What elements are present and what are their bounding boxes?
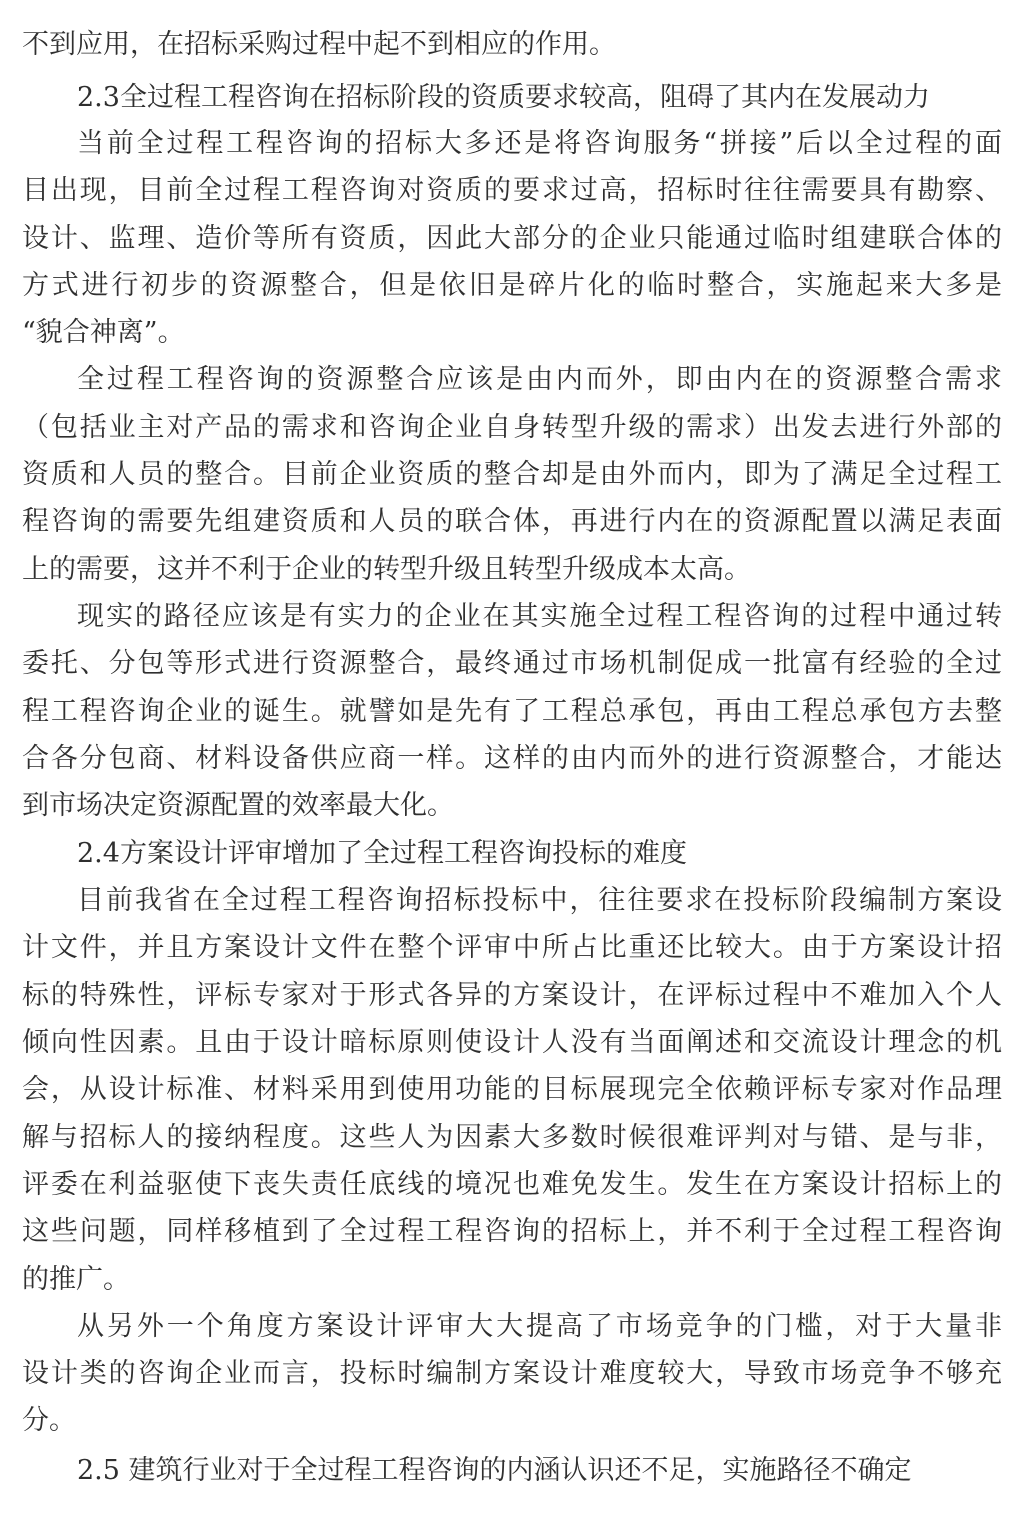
text-line: “貌合神离”。 <box>22 317 185 348</box>
text-line: 倾向性因素。且由于设计暗标原则使设计人没有当面阐述和交流设计理念的机 <box>22 1027 1002 1058</box>
text-line: 计文件，并且方案设计文件在整个评审中所占比重还比较大。由于方案设计招 <box>22 932 1002 963</box>
section-heading-2-3: 2.3全过程工程咨询在招标阶段的资质要求较高，阻碍了其内在发展动力 <box>77 82 930 113</box>
text-line: 到市场决定资源配置的效率最大化。 <box>22 790 454 821</box>
text-line: 上的需要，这并不利于企业的转型升级且转型升级成本太高。 <box>22 554 751 585</box>
text-line: 不到应用，在招标采购过程中起不到相应的作用。 <box>22 29 616 60</box>
text-line: 方式进行初步的资源整合，但是依旧是碎片化的临时整合，实施起来大多是 <box>22 270 1002 301</box>
text-line: 从另外一个角度方案设计评审大大提高了市场竞争的门槛，对于大量非 <box>77 1311 1002 1342</box>
text-line: 当前全过程工程咨询的招标大多还是将咨询服务“拼接”后以全过程的面 <box>77 128 1002 159</box>
text-line: 会，从设计标准、材料采用到使用功能的目标展现完全依赖评标专家对作品理 <box>22 1074 1002 1105</box>
text-line: 的推广。 <box>22 1264 130 1295</box>
text-line: 资质和人员的整合。目前企业资质的整合却是由外而内，即为了满足全过程工 <box>22 459 1002 490</box>
text-line: 程咨询的需要先组建资质和人员的联合体，再进行内在的资源配置以满足表面 <box>22 506 1002 537</box>
text-line: 设计类的咨询企业而言，投标时编制方案设计难度较大，导致市场竞争不够充 <box>22 1358 1002 1389</box>
text-line: 全过程工程咨询的资源整合应该是由内而外，即由内在的资源整合需求 <box>77 364 1002 395</box>
text-line: 委托、分包等形式进行资源整合，最终通过市场机制促成一批富有经验的全过 <box>22 648 1002 679</box>
text-line: 目前我省在全过程工程咨询招标投标中，往往要求在投标阶段编制方案设 <box>77 885 1002 916</box>
section-heading-2-5: 2.5 建筑行业对于全过程工程咨询的内涵认识还不足，实施路径不确定 <box>77 1455 912 1486</box>
text-line: 合各分包商、材料设备供应商一样。这样的由内而外的进行资源整合，才能达 <box>22 743 1002 774</box>
text-line: 现实的路径应该是有实力的企业在其实施全过程工程咨询的过程中通过转 <box>77 601 1002 632</box>
text-line: （包括业主对产品的需求和咨询企业自身转型升级的需求）出发去进行外部的 <box>22 412 1002 443</box>
text-line: 评委在利益驱使下丧失责任底线的境况也难免发生。发生在方案设计招标上的 <box>22 1169 1002 1200</box>
text-line: 目出现，目前全过程工程咨询对资质的要求过高，招标时往往需要具有勘察、 <box>22 175 1002 206</box>
text-line: 这些问题，同样移植到了全过程工程咨询的招标上，并不利于全过程工程咨询 <box>22 1216 1002 1247</box>
text-line: 设计、监理、造价等所有资质，因此大部分的企业只能通过临时组建联合体的 <box>22 223 1002 254</box>
text-line: 解与招标人的接纳程度。这些人为因素大多数时候很难评判对与错、是与非， <box>22 1122 1002 1153</box>
text-line: 分。 <box>22 1405 76 1436</box>
text-line: 标的特殊性，评标专家对于形式各异的方案设计，在评标过程中不难加入个人 <box>22 980 1002 1011</box>
section-heading-2-4: 2.4方案设计评审增加了全过程工程咨询投标的难度 <box>77 838 687 869</box>
text-line: 程工程咨询企业的诞生。就譬如是先有了工程总承包，再由工程总承包方去整 <box>22 696 1002 727</box>
